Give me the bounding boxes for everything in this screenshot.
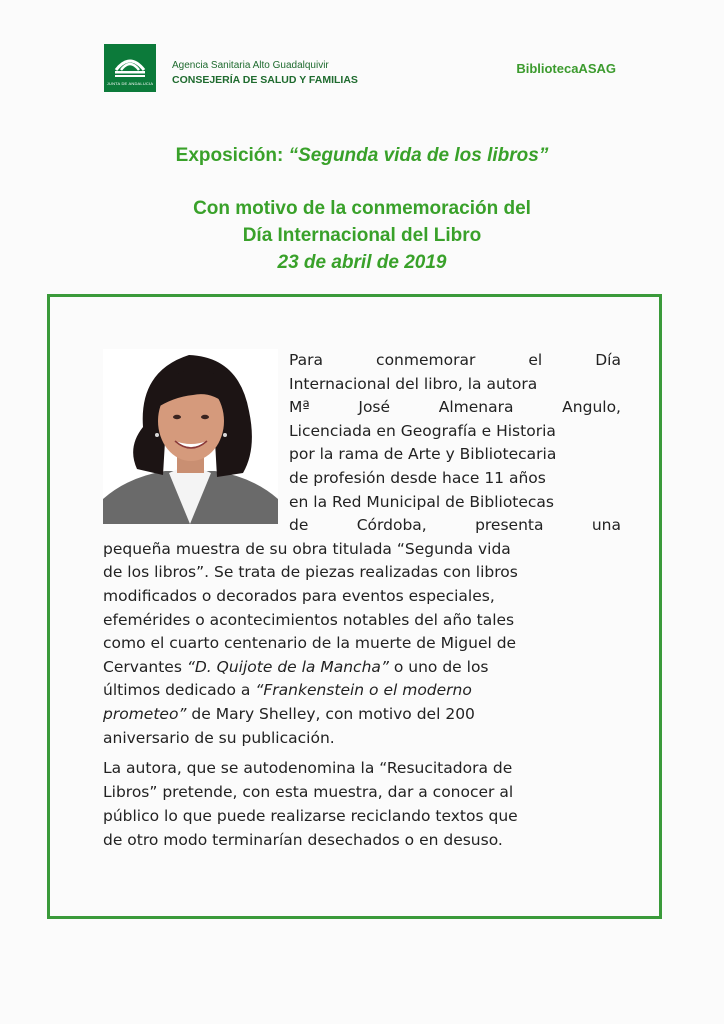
word: conmemorar xyxy=(376,351,476,369)
junta-de-andalucia-logo xyxy=(104,44,156,92)
text-segment: o uno de los xyxy=(388,658,489,676)
body-line-5: por la rama de Arte y Bibliotecaria xyxy=(289,445,557,463)
word: Día xyxy=(595,351,621,369)
body-line-21: de otro modo terminarían desechados o en desuso. xyxy=(103,831,503,849)
occasion-line-2: Día Internacional del Libro xyxy=(242,225,482,246)
text-segment: últimos dedicado a xyxy=(103,681,256,699)
exhibition-title xyxy=(0,144,724,168)
body-line-6: de profesión desde hace 11 años xyxy=(289,469,546,487)
text-segment: de Mary Shelley, con motivo del 200 xyxy=(186,705,475,723)
body-line-10: de los libros”. Se trata de piezas realizadas con libros xyxy=(103,563,518,581)
word: presenta xyxy=(475,516,544,534)
exhibition-prefix: Exposición: xyxy=(175,145,289,166)
word: Para xyxy=(289,351,324,369)
agency-name: Agencia Sanitaria Alto Guadalquivir xyxy=(172,60,329,71)
body-line-14 xyxy=(103,656,489,680)
body-line-16 xyxy=(103,703,475,727)
body-line-11: modificados o decorados para eventos especiales, xyxy=(103,587,495,605)
occasion-line-1: Con motivo de la conmemoración del xyxy=(193,198,531,219)
body-line-9: pequeña muestra de su obra titulada “Segunda vida xyxy=(103,540,511,558)
exhibition-name: “Segunda vida de los libros” xyxy=(288,145,549,166)
body-line-15 xyxy=(103,679,472,703)
body-line-1 xyxy=(289,349,621,373)
body-line-4: Licenciada en Geografía e Historia xyxy=(289,422,556,440)
body-line-18: La autora, que se autodenomina la “Resucitadora de xyxy=(103,759,513,777)
body-line-19: Libros” pretende, con esta muestra, dar a conocer al xyxy=(103,783,514,801)
word: José xyxy=(358,398,391,416)
body-line-20: público lo que puede realizarse reciclando textos que xyxy=(103,807,518,825)
body-line-7: en la Red Municipal de Bibliotecas xyxy=(289,493,555,511)
event-date: 23 de abril de 2019 xyxy=(277,252,447,273)
consejeria-name: CONSEJERÍA DE SALUD Y FAMILIAS xyxy=(172,74,358,86)
author-photo xyxy=(103,349,278,524)
library-name: BibliotecaASAG xyxy=(516,61,616,76)
body-line-8 xyxy=(289,514,621,538)
book-title-frankenstein: “Frankenstein o el moderno xyxy=(255,681,472,699)
text-segment: Cervantes xyxy=(103,658,187,676)
word: una xyxy=(591,516,621,534)
body-line-12: efemérides o acontecimientos notables del año tales xyxy=(103,611,515,629)
body-line-13: como el cuarto centenario de la muerte de Miguel de xyxy=(103,634,517,652)
word: Almenara xyxy=(438,398,514,416)
word: Mª xyxy=(289,398,310,416)
word: Angulo, xyxy=(562,398,621,416)
word: de xyxy=(289,516,309,534)
word: Córdoba, xyxy=(356,516,427,534)
body-line-17: aniversario de su publicación. xyxy=(103,729,335,747)
book-title-frankenstein-end: prometeo” xyxy=(103,705,187,723)
word: el xyxy=(528,351,543,369)
body-line-2: Internacional del libro, la autora xyxy=(289,375,538,393)
logo-caption: JUNTA DE ANDALUCIA xyxy=(106,81,154,86)
body-line-3 xyxy=(289,396,621,420)
book-title-quijote: “D. Quijote de la Mancha” xyxy=(186,658,389,676)
